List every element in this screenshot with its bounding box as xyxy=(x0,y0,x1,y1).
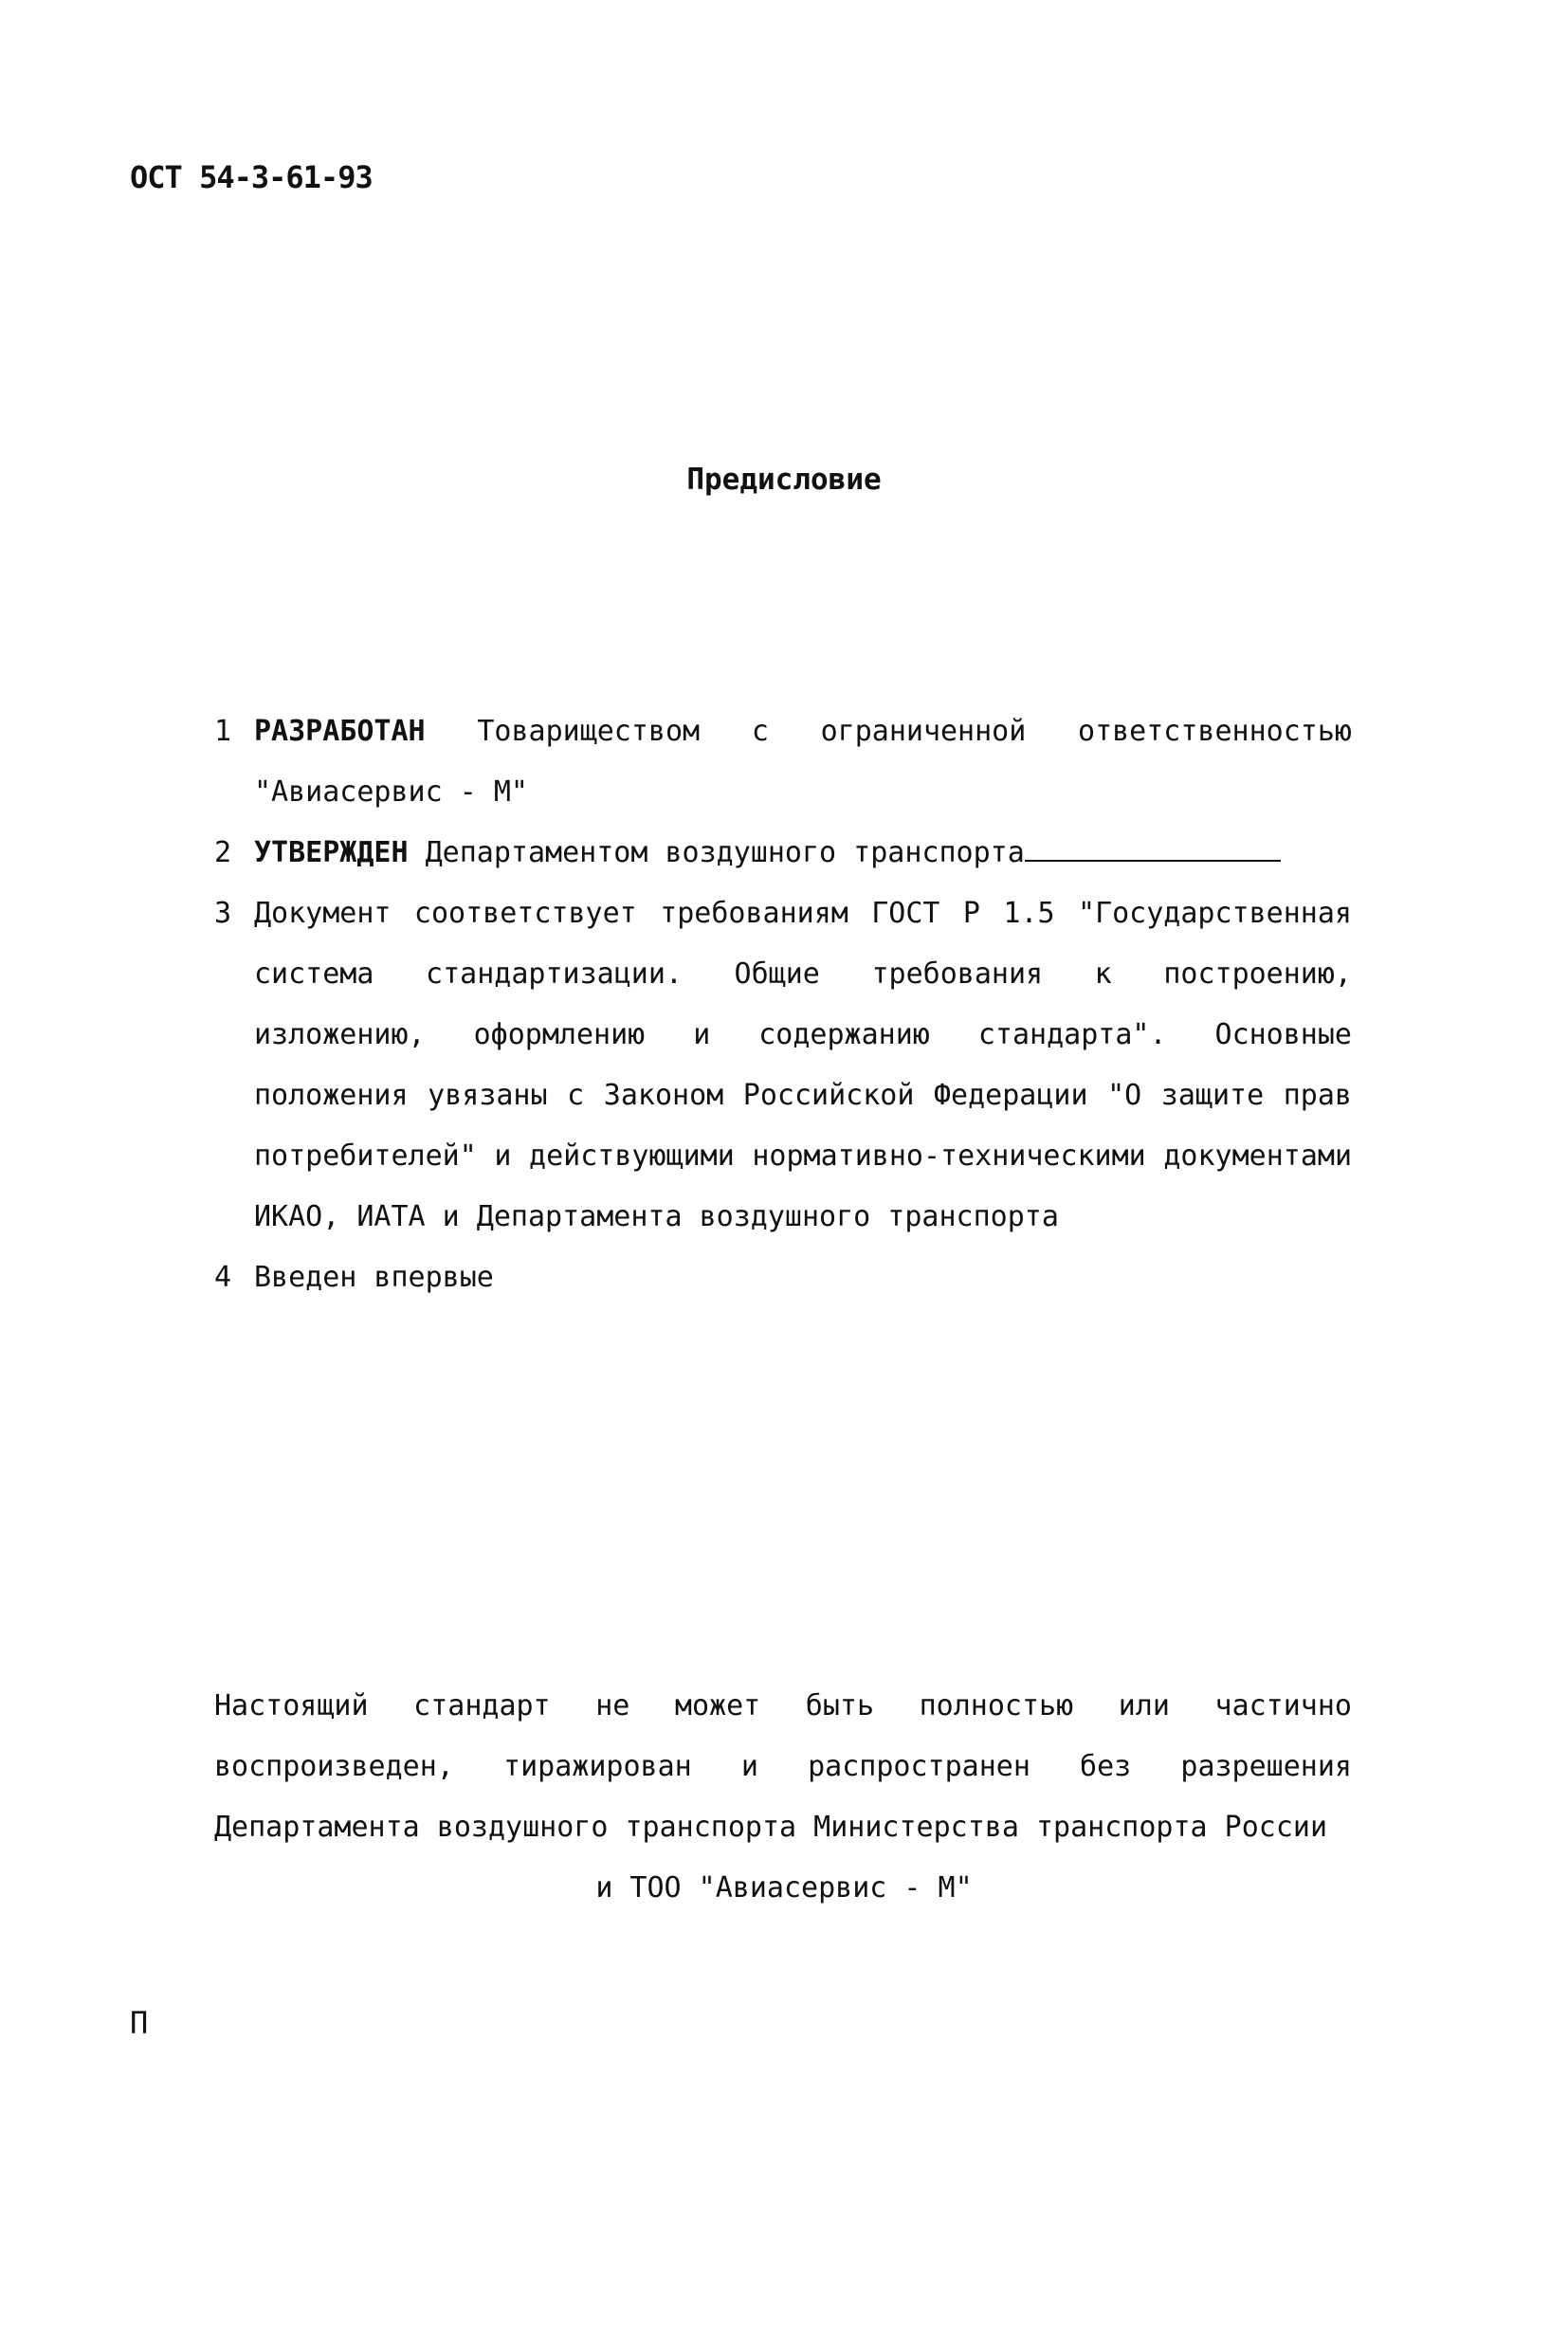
foreword-item-4 xyxy=(214,1248,1352,1308)
item-number: 3 xyxy=(214,897,232,930)
item-body: Введен впервые xyxy=(254,1261,494,1294)
item-body: Департаментом воздушного транспорта xyxy=(408,836,1025,869)
blank-line xyxy=(1025,831,1281,862)
item-text xyxy=(254,823,1352,884)
foreword-item-1 xyxy=(214,702,1352,823)
foreword-items xyxy=(214,702,1352,1308)
item-lead-word: УТВЕРЖДЕН xyxy=(254,836,409,869)
section-title: Предисловие xyxy=(686,463,882,497)
item-number: 1 xyxy=(214,715,232,748)
item-body: Товариществом с ограниченной ответственностью "Авиасервис - М" xyxy=(254,715,1352,809)
document-code: ОСТ 54-3-61-93 xyxy=(130,159,373,195)
item-number: 2 xyxy=(214,836,232,869)
foreword-item-2 xyxy=(214,823,1352,884)
item-text xyxy=(254,884,1352,1248)
copyright-notice-last-line: и ТОО "Авиасервис - М" xyxy=(595,1871,973,1904)
item-text xyxy=(254,1248,1352,1308)
copyright-notice: Настоящий стандарт не может быть полностью или частично воспроизведен, тиражирован и распространен без разрешения Департамента воздушного транспорта Министерства транспорта России xyxy=(214,1689,1352,1844)
foreword-item-3 xyxy=(214,884,1352,1248)
item-lead-word: РАЗРАБОТАН xyxy=(254,715,426,748)
item-text xyxy=(254,702,1352,823)
page-number: П xyxy=(130,2005,149,2041)
item-number: 4 xyxy=(214,1261,232,1294)
item-body: Документ соответствует требованиям ГОСТ Р 1.5 "Государственная система стандартизации. Общие требования к построению, изложению, оформлению и содержанию стандарта". Основные положения увязаны с Законом Российской Федерации "О защите прав потребителей" и действующими нормативно-техническими документами ИКАО, ИАТА и Департамента воздушного транспорта xyxy=(254,897,1352,1233)
